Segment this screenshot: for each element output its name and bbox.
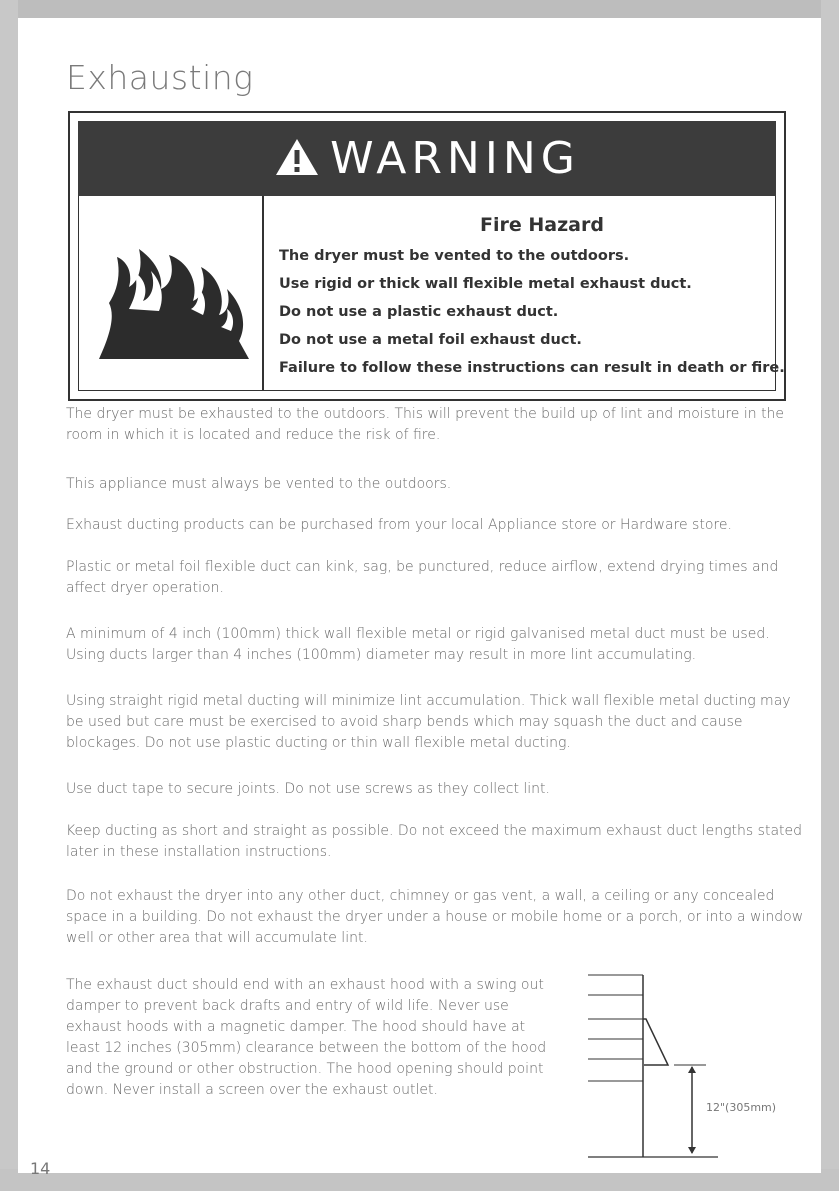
warning-banner-text: WARNING — [330, 133, 580, 184]
warning-line: Do not use a plastic exhaust duct. — [279, 304, 559, 320]
warning-line: Failure to follow these instructions can result in death or fire. — [279, 360, 785, 376]
warning-heading: Fire Hazard — [480, 214, 604, 236]
clearance-label: 12"(305mm) — [706, 1101, 777, 1114]
fire-icon — [99, 241, 249, 365]
warning-triangle-icon — [274, 137, 320, 188]
page-number: 14 — [30, 1159, 51, 1178]
paragraph: Using straight rigid metal ducting will minimize lint accumulation. Thick wall flexible metal ducting may be used but care must be exercised to avoid sharp bends which may squash the duct and cause blockages. Do not use plastic ducting or thin wall flexible metal ducting. — [66, 693, 791, 751]
paragraph: Exhaust ducting products can be purchased from your local Appliance store or Hardware store. — [66, 517, 732, 533]
warning-divider — [262, 196, 264, 390]
exhaust-hood-clearance-diagram — [588, 973, 788, 1167]
paragraph: The exhaust duct should end with an exhaust hood with a swing out damper to prevent back drafts and entry of wild life. Never use exhaust hoods with a magnetic damper. The hood should have at least 12 inches (305mm) clearance between the bottom of the hood and the ground or other obstruction. The hood opening should point down. Never install a screen over the exhaust outlet. — [66, 977, 547, 1098]
warning-text — [279, 214, 785, 382]
warning-line: Use rigid or thick wall flexible metal exhaust duct. — [279, 276, 692, 292]
paragraph: Plastic or metal foil flexible duct can kink, sag, be punctured, reduce airflow, extend drying times and affect dryer operation. — [66, 559, 779, 596]
page-frame-right — [821, 0, 839, 1191]
paragraph: The dryer must be exhausted to the outdoors. This will prevent the build up of lint and moisture in the room in which it is located and reduce the risk of fire. — [66, 406, 785, 443]
warning-line: Do not use a metal foil exhaust duct. — [279, 332, 582, 348]
paragraph: A minimum of 4 inch (100mm) thick wall flexible metal or rigid galvanised metal duct must be used. Using ducts larger than 4 inches (100mm) diameter may result in more lint accumulating. — [66, 626, 770, 663]
paragraph: This appliance must always be vented to the outdoors. — [66, 476, 452, 492]
page-title: Exhausting — [66, 58, 254, 97]
warning-body — [78, 196, 785, 391]
page-frame-left — [0, 0, 18, 1191]
warning-box — [68, 111, 786, 401]
paragraph: Use duct tape to secure joints. Do not use screws as they collect lint. — [66, 781, 550, 797]
document-page — [18, 18, 821, 1178]
warning-line: The dryer must be vented to the outdoors. — [279, 248, 630, 264]
paragraph: Keep ducting as short and straight as possible. Do not exceed the maximum exhaust duct lengths stated later in these installation instructions. — [66, 823, 803, 860]
page-frame-top — [0, 0, 839, 18]
warning-banner — [78, 121, 776, 196]
paragraph: Do not exhaust the dryer into any other duct, chimney or gas vent, a wall, a ceiling or any concealed space in a building. Do not exhaust the dryer under a house or mobile home or a porch, or into a window well or other area that will accumulate lint. — [66, 888, 804, 946]
